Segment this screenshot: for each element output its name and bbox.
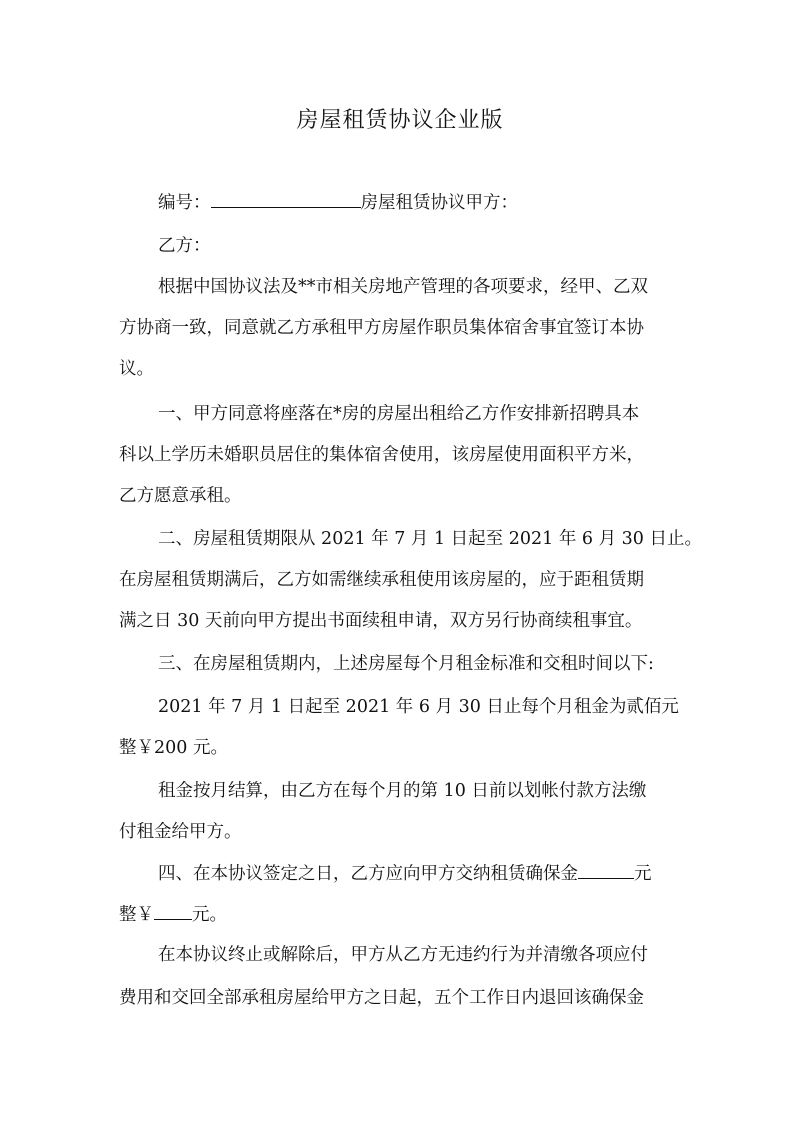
paragraph-line: 三、在房屋租赁期内，上述房屋每个月租金标准和交租时间以下: [158, 654, 654, 674]
deposit-unit: 元 [634, 864, 652, 884]
deposit-line [158, 861, 738, 886]
paragraph-line: 付租金给甲方。 [119, 822, 242, 842]
deposit-text: 四、在本协议签定之日，乙方应向甲方交纳租赁确保金 [158, 864, 578, 884]
deposit-amount-line [119, 902, 699, 927]
code-suffix: 房屋租赁协议甲方： [360, 193, 518, 213]
deposit-blank [578, 861, 634, 879]
deposit-amount-prefix: 整￥ [119, 905, 154, 925]
deposit-amount-unit: 元。 [192, 905, 227, 925]
paragraph-line: 满之日 30 天前向甲方提出书面续租申请，双方另行协商续租事宜。 [119, 611, 643, 631]
document-title: 房屋租赁协议企业版 [296, 108, 504, 133]
paragraph-line: 二、房屋租赁期限从 2021 年 7 月 1 日起至 2021 年 6 月 30 日止。 [158, 529, 702, 549]
paragraph-line: 一、甲方同意将座落在*房的房屋出租给乙方作安排新招聘具本 [158, 404, 640, 424]
paragraph-line: 在本协议终止或解除后，甲方从乙方无违约行为并清缴各项应付 [158, 945, 648, 965]
paragraph-line: 费用和交回全部承租房屋给甲方之日起，五个工作日内退回该确保金 [119, 988, 644, 1008]
paragraph-line: 2021 年 7 月 1 日起至 2021 年 6 月 30 日止每个月租金为贰佰元 [158, 697, 679, 717]
paragraph-line: 方协商一致，同意就乙方承租甲方房屋作职员集体宿舍事宜签订本协 [119, 318, 644, 338]
party-b-line: 乙方： [158, 236, 211, 256]
header-code-line [158, 190, 738, 215]
deposit-amount-blank [154, 902, 192, 920]
paragraph-line: 租金按月结算，由乙方在每个月的第 10 日前以划帐付款方法缴 [158, 781, 647, 801]
paragraph-line: 科以上学历未婚职员居住的集体宿舍使用，该房屋使用面积平方米， [119, 445, 644, 465]
paragraph-line: 乙方愿意承租。 [119, 486, 242, 506]
paragraph-line: 整￥200 元。 [119, 738, 228, 758]
paragraph-line: 根据中国协议法及**市相关房地产管理的各项要求，经甲、乙双 [158, 277, 648, 297]
code-blank [211, 190, 361, 208]
code-label: 编号： [158, 193, 211, 213]
paragraph-line: 议。 [119, 359, 154, 379]
paragraph-line: 在房屋租赁期满后，乙方如需继续承租使用该房屋的，应于距租赁期 [119, 570, 644, 590]
